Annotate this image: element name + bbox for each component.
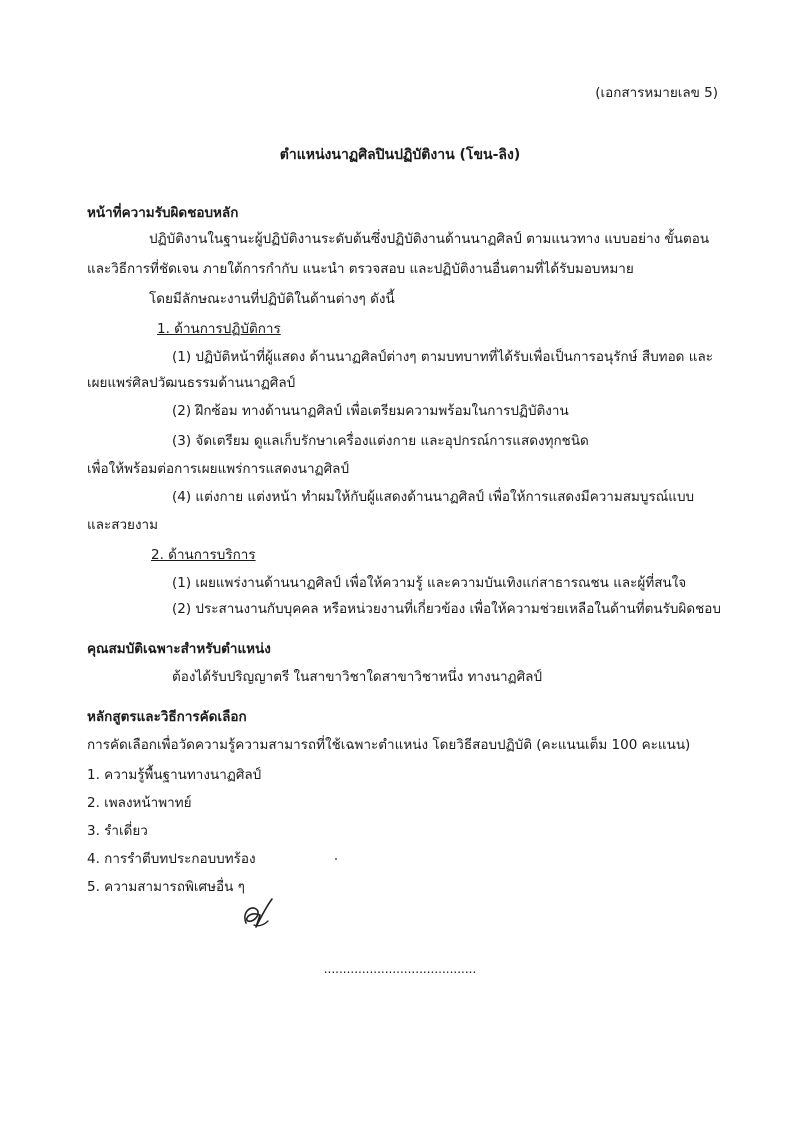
s1-item-3-line-1: (3) จัดเตรียม ดูแลเก็บรักษาเครื่องแต่งกาย และอุปกรณ์การแสดงทุกชนิด bbox=[172, 433, 589, 449]
qualifications-text: ต้องได้รับปริญญาตรี ในสาขาวิชาใดสาขาวิชาหนึ่ง ทางนาฏศิลป์ bbox=[172, 669, 543, 685]
duties-intro-line-2: และวิธีการที่ชัดเจน ภายใต้การกำกับ แนะนำ ตรวจสอบ และปฏิบัติงานอื่นตามที่ได้รับมอบหมาย bbox=[87, 261, 634, 277]
duties-heading: หน้าที่ความรับผิดชอบหลัก bbox=[87, 205, 239, 221]
s1-item-1-line-1: (1) ปฏิบัติหน้าที่ผู้แสดง ด้านนาฏศิลป์ต่างๆ ตามบทบาทที่ได้รับเพื่อเป็นการอนุรักษ์ สืบทอด และ bbox=[172, 349, 713, 365]
s2-item-1: (1) เผยแพร่งานด้านนาฏศิลป์ เพื่อให้ความรู้ และความบันเทิงแก่สาธารณชน และผู้ที่สนใจ bbox=[172, 575, 687, 591]
s1-item-4-line-1: (4) แต่งกาย แต่งหน้า ทำผมให้กับผู้แสดงด้านนาฏศิลป์ เพื่อให้การแสดงมีความสมบูรณ์แบบ bbox=[172, 489, 695, 505]
selection-item: 2. เพลงหน้าพาทย์ bbox=[87, 795, 192, 811]
s1-item-1-line-2: เผยแพร่ศิลปวัฒนธรรมด้านนาฏศิลป์ bbox=[87, 375, 296, 391]
scan-speck bbox=[335, 858, 337, 860]
selection-item: 5. ความสามารถพิเศษอื่น ๆ bbox=[87, 879, 245, 895]
document-number: (เอกสารหมายเลข 5) bbox=[595, 85, 718, 101]
s2-item-2: (2) ประสานงานกับบุคคล หรือหน่วยงานที่เกี่ยวข้อง เพื่อให้ความช่วยเหลือในด้านที่ตนรับผิดชอบ bbox=[172, 601, 721, 617]
s1-item-4-line-2: และสวยงาม bbox=[87, 517, 159, 533]
signature-mark bbox=[236, 893, 278, 933]
selection-item: 4. การรำตีบทประกอบบทร้อง bbox=[87, 851, 256, 867]
s1-item-2: (2) ฝึกซ้อม ทางด้านนาฏศิลป์ เพื่อเตรียมความพร้อมในการปฏิบัติงาน bbox=[172, 403, 569, 419]
section-2-title bbox=[151, 546, 256, 564]
section-1-title bbox=[157, 320, 281, 338]
signature-graphic bbox=[236, 893, 278, 933]
selection-item: 3. รำเดี่ยว bbox=[87, 823, 148, 839]
duties-intro-line-1: ปฏิบัติงานในฐานะผู้ปฏิบัติงานระดับต้นซึ่งปฏิบัติงานด้านนาฏศิลป์ ตามแนวทาง แบบอย่าง ขั้นตอน bbox=[149, 231, 710, 247]
page-title: ตำแหน่งนาฏศิลปินปฏิบัติงาน (โขน-ลิง) bbox=[279, 147, 521, 163]
selection-intro: การคัดเลือกเพื่อวัดความรู้ความสามารถที่ใช้เฉพาะตำแหน่ง โดยวิธีสอบปฏิบัติ (คะแนนเต็ม 100 คะแนน) bbox=[87, 737, 691, 753]
section-2-title-text: 2. ด้านการบริการ bbox=[151, 547, 256, 563]
section-1-title-text: 1. ด้านการปฏิบัติการ bbox=[157, 321, 281, 337]
s1-item-3-line-2: เพื่อให้พร้อมต่อการเผยแพร่การแสดงนาฏศิลป์ bbox=[87, 461, 350, 477]
selection-heading: หลักสูตรและวิธีการคัดเลือก bbox=[87, 709, 247, 725]
end-marker: ........................................ bbox=[323, 962, 477, 976]
qualifications-heading: คุณสมบัติเฉพาะสำหรับตำแหน่ง bbox=[87, 641, 271, 657]
duties-intro-line-3: โดยมีลักษณะงานที่ปฏิบัติในด้านต่างๆ ดังนี้ bbox=[149, 291, 395, 307]
selection-item: 1. ความรู้พื้นฐานทางนาฏศิลป์ bbox=[87, 767, 262, 783]
